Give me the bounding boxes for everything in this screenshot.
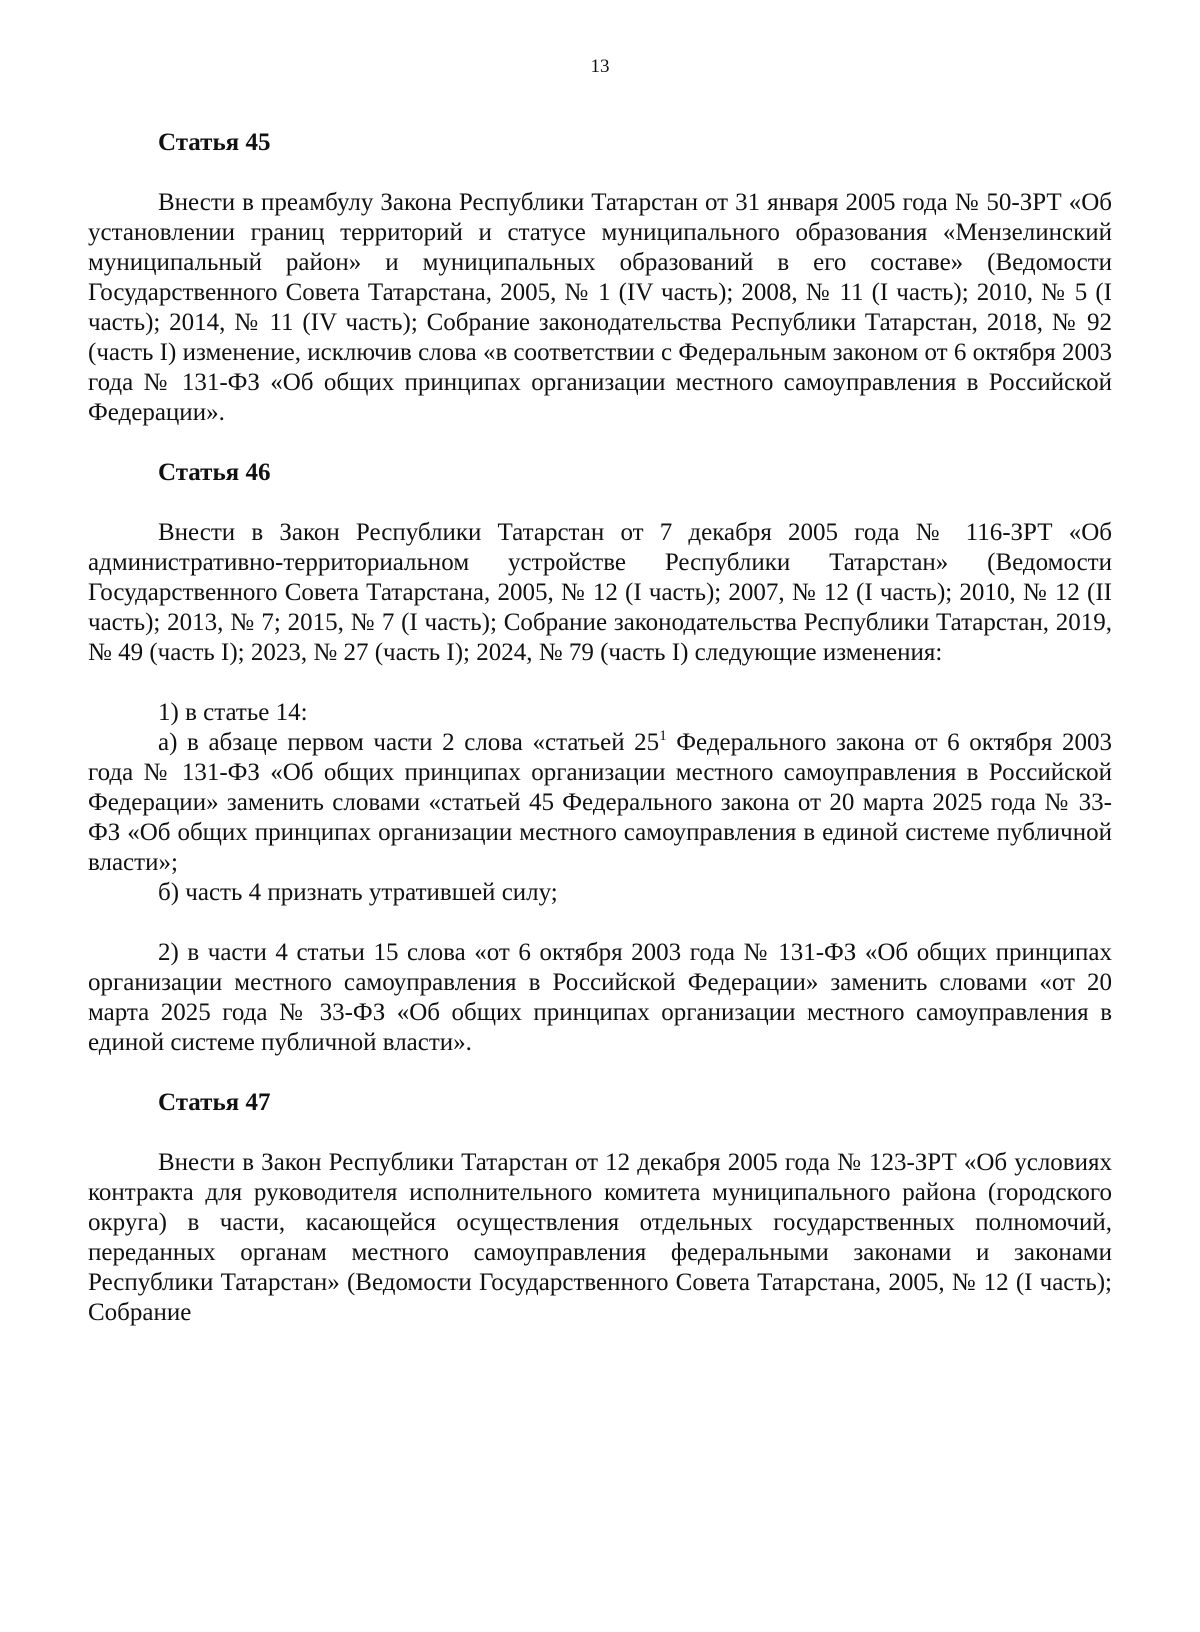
article-47-heading: Статья 47 xyxy=(158,1089,271,1116)
article-45-heading: Статья 45 xyxy=(158,129,271,156)
item-1a-after: Федерального закона от 6 октября 2003 года № 131-ФЗ «Об общих принципах организации местного самоуправления в Российской Федерации» заменить словами «статьей 45 Федерального закона от 20 марта 2025 года № 33-ФЗ «Об общих принципах организации местного самоуправления в единой системе публичной власти»; xyxy=(88,729,1112,876)
article-46-item-1a xyxy=(88,728,1112,878)
item-1a-before: а) в абзаце первом части 2 слова «статьей 25 xyxy=(158,729,660,756)
document-body xyxy=(88,128,1112,1328)
article-46-item-1-title: 1) в статье 14: xyxy=(158,699,308,726)
article-46-item-1b: б) часть 4 признать утратившей силу; xyxy=(158,879,558,906)
article-46-heading: Статья 46 xyxy=(158,459,271,486)
page-number: 13 xyxy=(590,56,610,77)
article-45-text: Внести в преамбулу Закона Республики Татарстан от 31 января 2005 года № 50-ЗРТ «Об установлении границ территорий и статусе муниципального образования «Мензелинский муниципальный район» и муниципальных образований в его составе» (Ведомости Государственного Совета Татарстана, 2005, № 1 (IV часть); 2008, № 11 (I часть); 2010, № 5 (I часть); 2014, № 11 (IV часть); Собрание законодательства Республики Татарстан, 2018, № 92 (часть I) изменение, исключив слова «в соответствии с Федеральным законом от 6 октября 2003 года № 131-ФЗ «Об общих принципах организации местного самоуправления в Российской Федерации». xyxy=(88,189,1112,426)
article-46-item-2: 2) в части 4 статьи 15 слова «от 6 октября 2003 года № 131-ФЗ «Об общих принципах организации местного самоуправления в Российской Федерации» заменить словами «от 20 марта 2025 года № 33-ФЗ «Об общих принципах организации местного самоуправления в единой системе публичной власти». xyxy=(88,939,1112,1056)
article-47-text: Внести в Закон Республики Татарстан от 12 декабря 2005 года № 123-ЗРТ «Об условиях контракта для руководителя исполнительного комитета муниципального района (городского округа) в части, касающейся осуществления отдельных государственных полномочий, переданных органам местного самоуправления федеральными законами и законами Республики Татарстан» (Ведомости Государственного Совета Татарстана, 2005, № 12 (I часть); Собрание xyxy=(88,1149,1112,1326)
article-46-intro: Внести в Закон Республики Татарстан от 7 декабря 2005 года № 116-ЗРТ «Об административно-территориальном устройстве Республики Татарстан» (Ведомости Государственного Совета Татарстана, 2005, № 12 (I часть); 2007, № 12 (I часть); 2010, № 12 (II часть); 2013, № 7; 2015, № 7 (I часть); Собрание законодательства Республики Татарстан, 2019, № 49 (часть I); 2023, № 27 (часть I); 2024, № 79 (часть I) следующие изменения: xyxy=(88,519,1112,666)
item-1a-superscript: 1 xyxy=(659,728,667,744)
